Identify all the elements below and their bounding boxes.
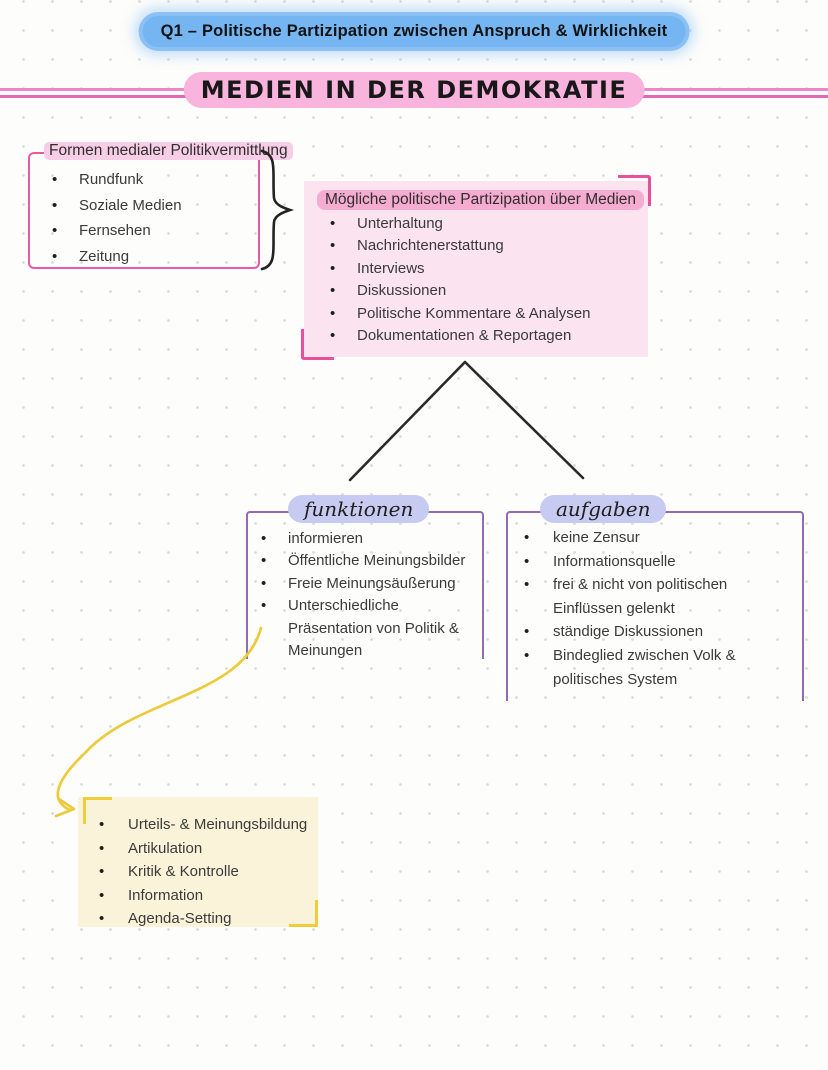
outcome-box	[78, 797, 318, 927]
list-item: • Informationsquelle	[508, 550, 802, 574]
list-item: • frei & nicht von politischen Einflüssen gelenkt	[508, 573, 802, 620]
corner-bracket-top-right-icon	[618, 175, 651, 206]
tasks-box	[506, 497, 804, 701]
page-title: MEDIEN IN DER DEMOKRATIE	[200, 76, 628, 104]
list-item: • Interviews	[304, 258, 648, 280]
split-connector-icon	[340, 354, 600, 486]
course-header-highlight	[143, 16, 686, 47]
tasks-list	[508, 526, 802, 691]
list-item: • Unterschiedliche Präsentation von Politik & Meinungen	[248, 595, 482, 662]
functions-box	[246, 497, 484, 660]
list-item: • Soziale Medien	[30, 193, 258, 219]
participation-box	[304, 181, 648, 357]
list-item: • Kritik & Kontrolle	[78, 860, 318, 884]
tasks-label: aufgaben	[540, 495, 666, 523]
list-item: • Urteils- & Meinungsbildung	[78, 813, 318, 837]
list-item: • Dokumentationen & Reportagen	[304, 325, 648, 347]
curved-arrow-connector-icon	[40, 618, 280, 824]
page-title-highlight	[184, 72, 645, 108]
list-item: • Bindeglied zwischen Volk & politisches System	[508, 644, 802, 691]
list-item: • informieren	[248, 528, 482, 550]
list-item: • Fernsehen	[30, 218, 258, 244]
list-item: • Freie Meinungsäußerung	[248, 573, 482, 595]
list-item: • Rundfunk	[30, 167, 258, 193]
list-item: • Zeitung	[30, 244, 258, 270]
forms-list	[30, 167, 258, 269]
participation-box-title: Mögliche politische Partizipation über Medien	[317, 190, 644, 210]
forms-box-title: Formen medialer Politikvermittlung	[44, 142, 293, 160]
list-item: • Artikulation	[78, 837, 318, 861]
forms-box	[28, 142, 288, 269]
outcome-list	[78, 813, 318, 931]
list-item: • Agenda-Setting	[78, 907, 318, 931]
list-item: • Politische Kommentare & Analysen	[304, 303, 648, 325]
list-item: • Öffentliche Meinungsbilder	[248, 550, 482, 572]
list-item: • Nachrichtenerstattung	[304, 235, 648, 257]
list-item: • keine Zensur	[508, 526, 802, 550]
functions-list	[248, 528, 482, 662]
list-item: • ständige Diskussionen	[508, 620, 802, 644]
participation-list	[304, 213, 648, 347]
list-item: • Unterhaltung	[304, 213, 648, 235]
brace-connector-icon	[258, 148, 302, 272]
functions-label: funktionen	[288, 495, 429, 523]
list-item: • Information	[78, 884, 318, 908]
course-header: Q1 – Politische Partizipation zwischen Anspruch & Wirklichkeit	[160, 22, 668, 40]
list-item: • Diskussionen	[304, 280, 648, 302]
